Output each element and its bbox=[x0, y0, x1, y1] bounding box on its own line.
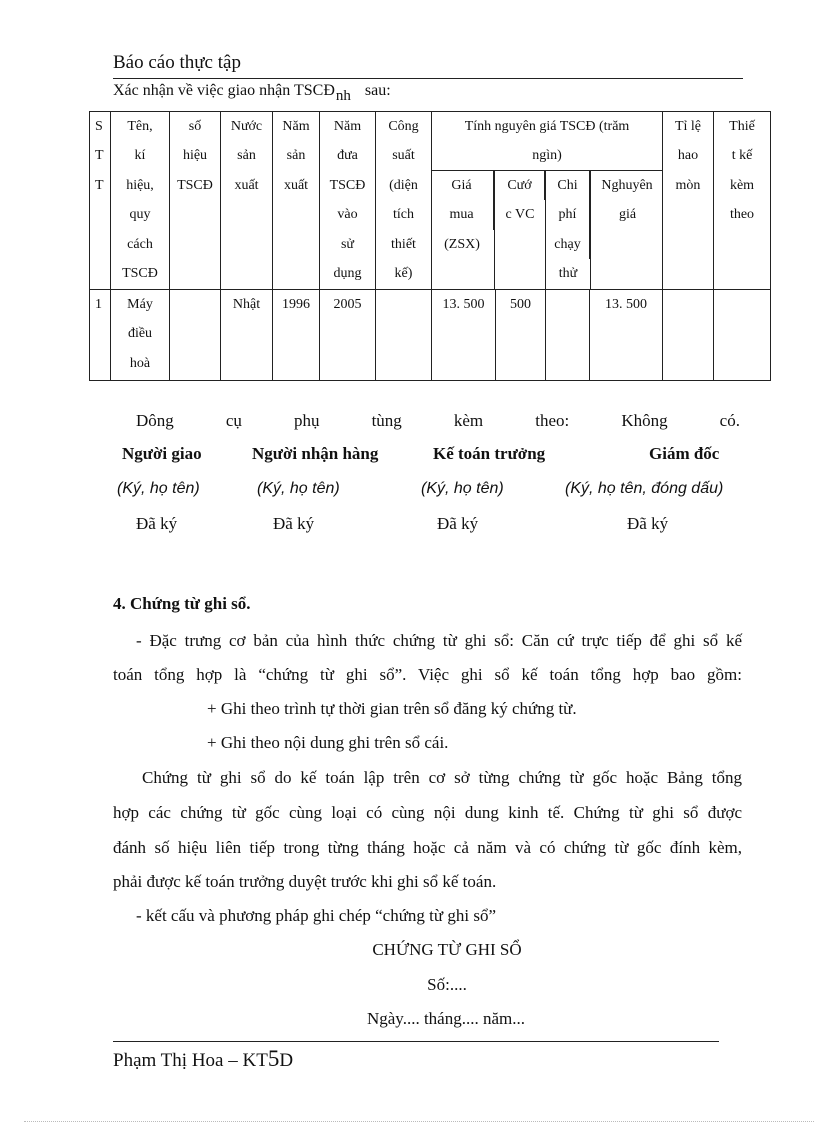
header-year-use: Năm đưa TSCĐ vào sử dụng bbox=[320, 112, 376, 290]
signature-role-receiver: Người nhận hàng bbox=[252, 444, 379, 463]
header-original-cost-group bbox=[432, 112, 663, 290]
cell-year-use: 2005 bbox=[320, 290, 376, 381]
signature-note-director: (Ký, họ tên, đóng dấu) bbox=[565, 480, 724, 497]
header-group-subcolumns bbox=[432, 171, 663, 289]
header-year-made: Năm sản xuất bbox=[273, 112, 320, 290]
form-date: Ngày.... tháng.... năm... bbox=[366, 1009, 525, 1028]
tools-line: Dông cụ phụ tùng kèm theo: Không có. bbox=[136, 411, 740, 430]
signature-note-receiver: (Ký, họ tên) bbox=[257, 480, 340, 497]
footer-rule bbox=[113, 1041, 719, 1042]
signature-role-director: Giám đốc bbox=[649, 444, 720, 463]
paragraph-2-line-1: Chứng từ ghi sổ do kế toán lập trên cơ sở từng chứng từ gốc hoặc Bảng tổng bbox=[142, 768, 742, 787]
bullet-2: + Ghi theo nội dung ghi trên sổ cái. bbox=[207, 733, 449, 752]
signature-note-deliverer: (Ký, họ tên) bbox=[117, 480, 200, 497]
header-country: Nước sản xuất bbox=[221, 112, 273, 290]
cell-code bbox=[170, 290, 221, 381]
signature-signed-deliverer: Đã ký bbox=[136, 514, 178, 533]
header-name: Tên, kí hiệu, quy cách TSCĐ bbox=[111, 112, 170, 290]
signature-role-chief-accountant: Kế toán trưởng bbox=[433, 444, 546, 463]
cell-wear-rate bbox=[663, 290, 714, 381]
header-trial-cost: Chi phí chạy thử bbox=[546, 171, 591, 289]
cell-name: Máy điều hoà bbox=[111, 290, 170, 381]
paragraph-3: - kết cấu và phương pháp ghi chép “chứng từ ghi sổ” bbox=[136, 906, 497, 925]
signature-note-chief-accountant: (Ký, họ tên) bbox=[421, 480, 504, 497]
cell-docs bbox=[714, 290, 771, 381]
header-capacity: Công suất (diện tích thiết kế) bbox=[376, 112, 432, 290]
signature-signed-chief-accountant: Đã ký bbox=[437, 514, 479, 533]
header-code: số hiệu TSCĐ bbox=[170, 112, 221, 290]
confirmation-subscript: nh bbox=[335, 88, 351, 104]
bullet-1: + Ghi theo trình tự thời gian trên sổ đăng ký chứng từ. bbox=[207, 699, 577, 718]
footer bbox=[113, 1046, 293, 1072]
header-title: Báo cáo thực tập bbox=[113, 52, 241, 73]
header-wear-rate: Tỉ lệ hao mòn bbox=[663, 112, 714, 290]
paragraph-1-line-2: toán tổng hợp là “chứng từ ghi sổ”. Việc ghi sổ kế toán tổng hợp bao gồm: bbox=[113, 665, 742, 684]
footer-author: Phạm Thị Hoa – KT bbox=[113, 1050, 268, 1071]
form-number: Số:.... bbox=[427, 975, 467, 994]
cell-stt: 1 bbox=[90, 290, 111, 381]
header-rule bbox=[113, 78, 743, 79]
signature-signed-receiver: Đã ký bbox=[273, 514, 315, 533]
paragraph-2-line-4: phải được kế toán trưởng duyệt trước khi ghi sổ kế toán. bbox=[113, 872, 497, 891]
confirmation-tail: sau: bbox=[364, 82, 391, 99]
signature-role-deliverer: Người giao bbox=[122, 444, 202, 463]
header-buy-price: Giá mua (ZSX) bbox=[432, 171, 496, 289]
paragraph-2-line-3: đánh số hiệu liên tiếp trong từng tháng hoặc cả năm và có chứng từ gốc đính kèm, bbox=[113, 838, 742, 857]
header-stt: S T T bbox=[90, 112, 111, 290]
cell-trial-cost bbox=[546, 290, 590, 381]
confirmation-line bbox=[113, 82, 391, 104]
confirmation-text: Xác nhận về việc giao nhận TSCĐ bbox=[113, 82, 335, 99]
footer-class-number: 5 bbox=[267, 1046, 280, 1071]
header-group-title: Tính nguyên giá TSCĐ (trăm ngìn) bbox=[432, 112, 663, 171]
cell-original-cost: 13. 500 bbox=[590, 290, 663, 381]
header-freight: Cướ c VC bbox=[495, 171, 546, 289]
page-bottom-border bbox=[24, 1121, 814, 1122]
cell-year-made: 1996 bbox=[273, 290, 320, 381]
paragraph-2-line-2: hợp các chứng từ gốc cùng loại có cùng nội dung kinh tế. Chứng từ ghi sổ được bbox=[113, 803, 742, 822]
form-title: CHỨNG TỪ GHI SỔ bbox=[372, 940, 522, 959]
asset-handover-table bbox=[89, 111, 771, 381]
header-original-cost: Nghuyên giá bbox=[591, 171, 663, 289]
cell-freight: 500 bbox=[496, 290, 546, 381]
cell-capacity bbox=[376, 290, 432, 381]
table-header-row bbox=[90, 112, 771, 290]
paragraph-1-line-1: - Đặc trưng cơ bản của hình thức chứng từ ghi sổ: Căn cứ trực tiếp để ghi sổ kế bbox=[136, 631, 742, 650]
cell-country: Nhật bbox=[221, 290, 273, 381]
table-row bbox=[90, 290, 771, 381]
footer-class-suffix: D bbox=[279, 1050, 294, 1071]
cell-buy-price: 13. 500 bbox=[432, 290, 496, 381]
signature-signed-director: Đã ký bbox=[627, 514, 669, 533]
section-heading: 4. Chứng từ ghi sổ. bbox=[113, 594, 251, 613]
header-docs: Thiế t kế kèm theo bbox=[714, 112, 771, 290]
